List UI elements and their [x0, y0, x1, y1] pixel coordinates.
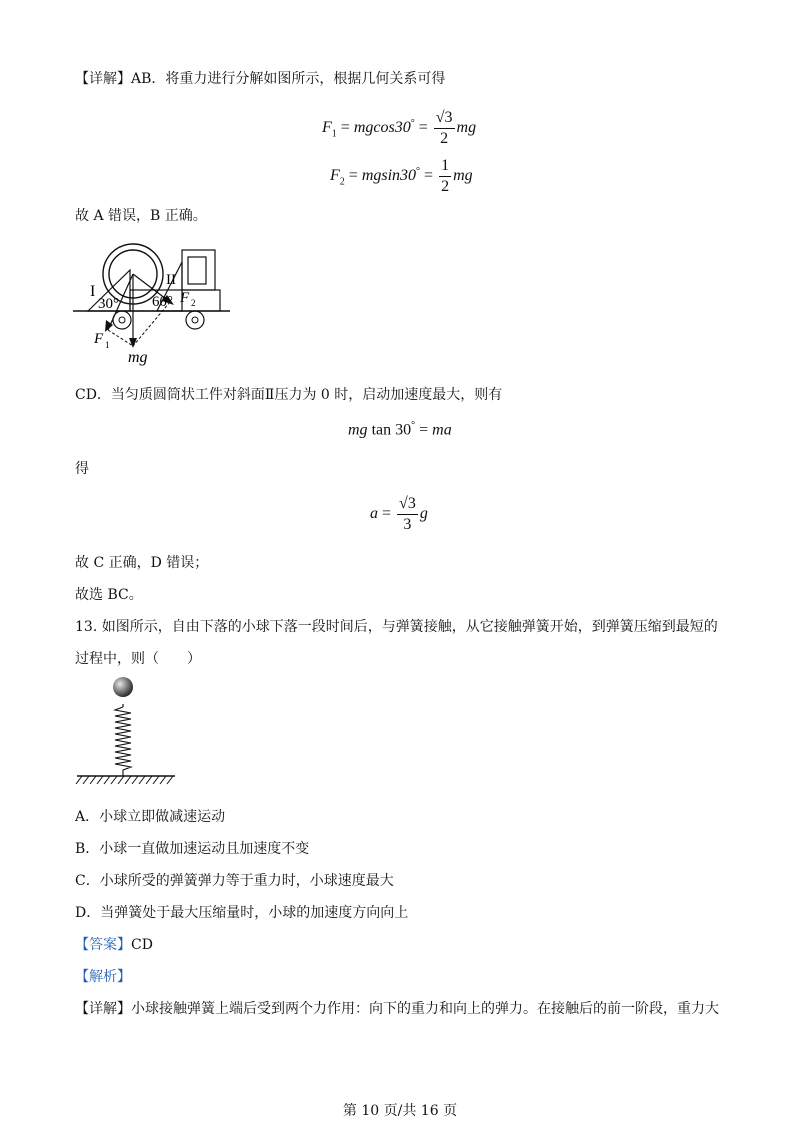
- analysis-tag: 【解析】: [75, 969, 131, 985]
- spring: [115, 707, 131, 776]
- page-footer: 第 10 页/共 16 页: [342, 1103, 458, 1119]
- option-d: D．当弹簧处于最大压缩量时，小球的加速度方向向上: [75, 905, 409, 921]
- angle-60-label: 60°: [152, 294, 173, 310]
- answer-line: [75, 934, 153, 954]
- final-choice: 故选 BC。: [75, 587, 143, 603]
- q13-detail-tag: 【详解】: [75, 1001, 131, 1017]
- q13-stem-line2: 过程中，则（ ）: [75, 651, 201, 667]
- mg-label: mg: [128, 349, 148, 366]
- equation-f1: $F_1 = mgcos30^\circ$ = $\frac{√3}{2}$ mg: [322, 109, 477, 147]
- slope-1-label: I: [90, 283, 96, 300]
- detail-intro: AB．将重力进行分解如图所示，根据几何关系可得: [131, 71, 446, 87]
- option-a: A．小球立即做减速运动: [75, 809, 226, 825]
- spring-ball-figure: [72, 674, 182, 790]
- slope-2-label: II: [166, 272, 176, 288]
- equation-f2: $F_2 = mgsin30^\circ$ = $\frac{1}{2}$ mg: [330, 157, 473, 195]
- option-b: B．小球一直做加速运动且加速度不变: [75, 841, 310, 857]
- answer-value: CD: [131, 937, 153, 953]
- cylinder-truck-figure: [70, 240, 240, 368]
- de-text: 得: [75, 461, 89, 477]
- option-c: C．小球所受的弹簧弹力等于重力时，小球速度最大: [75, 873, 394, 889]
- conclusion-ab: 故 A 错误，B 正确。: [75, 208, 207, 224]
- q13-stem-line1: 13. 如图所示，自由下落的小球下落一段时间后，与弹簧接触，从它接触弹簧开始，到弹簧压缩到最短的: [75, 619, 718, 635]
- q13-detail-text: 小球接触弹簧上端后受到两个力作用：向下的重力和向上的弹力。在接触后的前一阶段，重力大: [131, 1001, 719, 1017]
- angle-30-label: 30°: [98, 296, 119, 312]
- cd-paragraph: CD．当匀质圆筒状工件对斜面Ⅱ压力为 0 时，启动加速度最大，则有: [75, 387, 503, 403]
- equation-tan: mg tan 30° = ma: [348, 420, 452, 439]
- answer-tag: 【答案】: [75, 937, 131, 953]
- conclusion-cd: 故 C 正确，D 错误；: [75, 555, 209, 571]
- f1-sub-label: 1: [105, 340, 110, 350]
- equation-a: a = $\frac{√3}{3}$ g: [370, 495, 428, 533]
- f2-sub-label: 2: [191, 298, 196, 308]
- f2-label: F: [180, 290, 190, 306]
- detail-tag: 【详解】: [75, 71, 131, 87]
- detail-paragraph: [75, 68, 445, 88]
- f1-label: F: [94, 331, 104, 347]
- ball: [113, 677, 133, 697]
- q13-detail: [75, 998, 719, 1018]
